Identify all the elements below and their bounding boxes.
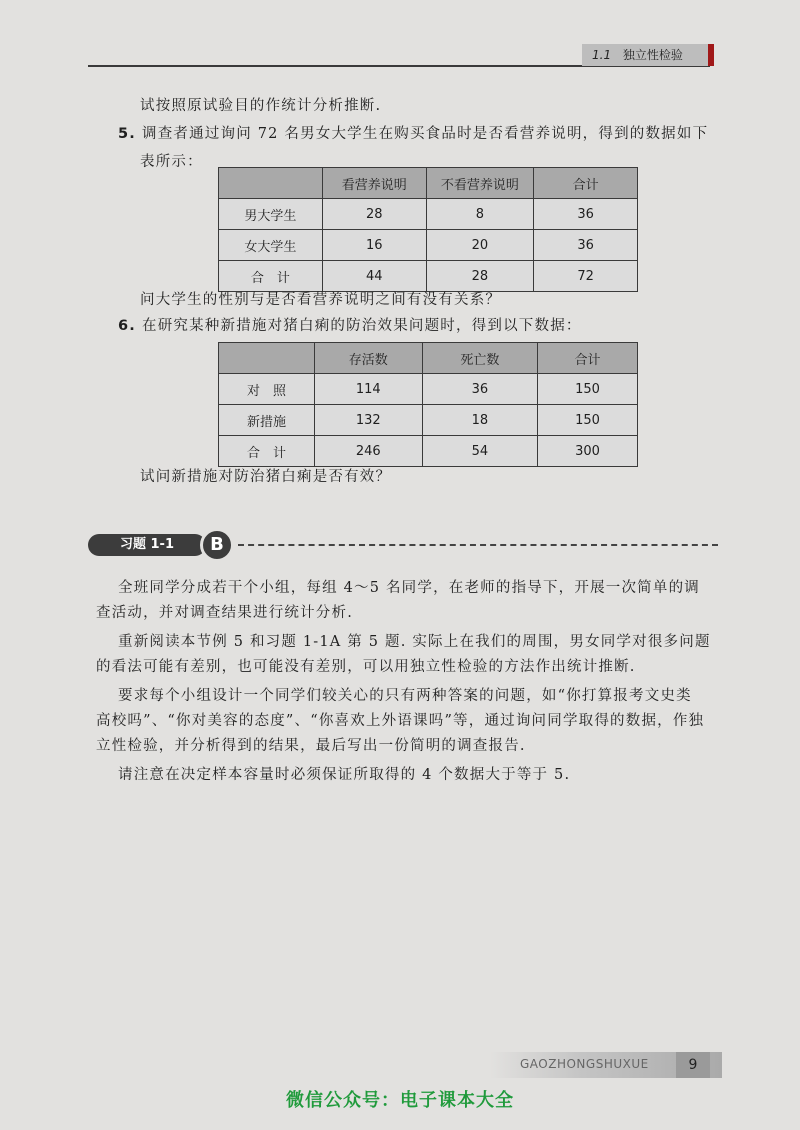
table-cell: 20 (426, 230, 534, 261)
table-header-row (219, 168, 638, 199)
exercise-level-badge: B (200, 528, 234, 562)
paragraph-1-line2: 查活动，并对调查结果进行统计分析. (96, 605, 354, 621)
paragraph-3-line3: 立性检验，并分析得到的结果，最后写出一份简明的调查报告. (96, 738, 526, 754)
table-cell: 150 (538, 405, 638, 436)
table-cell: 132 (314, 405, 422, 436)
table-cell: 114 (314, 374, 422, 405)
table-cell: 对 照 (219, 374, 315, 405)
section-title: 独立性检验 (622, 48, 683, 62)
table-cell: 44 (322, 261, 426, 292)
exercise-section-header (88, 528, 728, 564)
table-header-cell: 看营养说明 (322, 168, 426, 199)
table-header-cell: 存活数 (314, 343, 422, 374)
paragraph-4-line1: 请注意在决定样本容量时必须保证所取得的 4 个数据大于等于 5. (118, 767, 571, 783)
table-header-cell: 合计 (534, 168, 638, 199)
table-cell: 36 (422, 374, 537, 405)
paragraph-2-line1: 重新阅读本节例 5 和习题 1-1A 第 5 题. 实际上在我们的周围，男女同学对很多问题 (118, 634, 711, 650)
question-6-text: 在研究某种新措施对猪白痢的防治效果问题时，得到以下数据： (142, 318, 582, 334)
table-header-cell (219, 343, 315, 374)
nutrition-table (218, 167, 638, 292)
table-cell: 女大学生 (219, 230, 323, 261)
watermark: 微信公众号：电子课本大全 (286, 1090, 514, 1111)
table-cell: 36 (534, 230, 638, 261)
header-accent-mark (708, 44, 714, 66)
table-cell: 28 (322, 199, 426, 230)
table-cell: 54 (422, 436, 537, 467)
question-6-line1 (118, 316, 582, 336)
table-cell: 新措施 (219, 405, 315, 436)
question-6-number: 6. (118, 318, 136, 334)
table-cell: 150 (538, 374, 638, 405)
question-5-number: 5. (118, 126, 136, 142)
treatment-table (218, 342, 638, 467)
table-row (219, 261, 638, 292)
table-header-cell: 死亡数 (422, 343, 537, 374)
table-cell: 合 计 (219, 436, 315, 467)
table-cell: 18 (422, 405, 537, 436)
footer-brand: GAOZHONGSHUXUE (520, 1057, 649, 1071)
table-header-cell: 不看营养说明 (426, 168, 534, 199)
table-header-cell: 合计 (538, 343, 638, 374)
section-number: 1.1 (592, 48, 612, 62)
page-number: 9 (676, 1052, 710, 1078)
table-row (219, 436, 638, 467)
table-header-cell (219, 168, 323, 199)
table-row (219, 374, 638, 405)
question-5-prompt: 问大学生的性别与是否看营养说明之间有没有关系？ (140, 292, 502, 308)
table-cell: 300 (538, 436, 638, 467)
question-6-prompt: 试问新措施对防治猪白痢是否有效？ (140, 469, 392, 485)
table-cell: 合 计 (219, 261, 323, 292)
table-row (219, 405, 638, 436)
section-header (582, 44, 708, 66)
table-header-row (219, 343, 638, 374)
question-5-text: 调查者通过询问 72 名男女大学生在购买食品时是否看营养说明，得到的数据如下 (142, 126, 709, 142)
dotted-divider (238, 544, 718, 546)
paragraph-1-line1: 全班同学分成若干个小组，每组 4～5 名同学，在老师的指导下，开展一次简单的调 (118, 580, 700, 596)
question-5-line1 (118, 124, 708, 144)
paragraph-2-line2: 的看法可能有差别，也可能没有差别，可以用独立性检验的方法作出统计推断. (96, 659, 636, 675)
exercise-label: 习题 1-1 (88, 534, 206, 556)
table-cell: 8 (426, 199, 534, 230)
table-row (219, 199, 638, 230)
table-row (219, 230, 638, 261)
question-5-line2: 表所示： (140, 154, 203, 170)
table-cell: 男大学生 (219, 199, 323, 230)
intro-line: 试按照原试验目的作统计分析推断. (140, 98, 382, 114)
table-cell: 246 (314, 436, 422, 467)
paragraph-3-line2: 高校吗”、“你对美容的态度”、“你喜欢上外语课吗”等，通过询问同学取得的数据，作独 (96, 713, 705, 729)
table-cell: 36 (534, 199, 638, 230)
table-cell: 28 (426, 261, 534, 292)
paragraph-3-line1: 要求每个小组设计一个同学们较关心的只有两种答案的问题，如“你打算报考文史类 (118, 688, 692, 704)
table-cell: 16 (322, 230, 426, 261)
table-cell: 72 (534, 261, 638, 292)
